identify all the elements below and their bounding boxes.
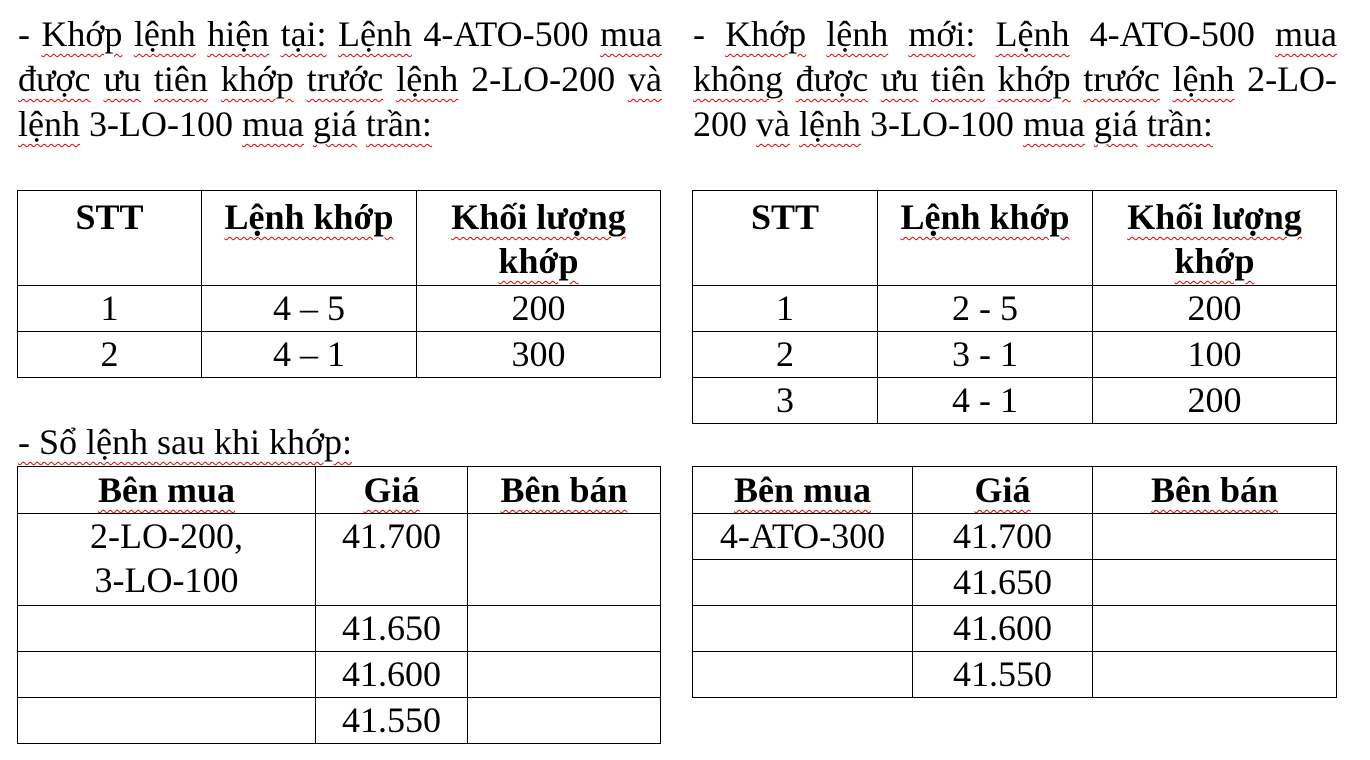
table-row xyxy=(18,652,661,698)
cell-sell-side xyxy=(468,514,661,606)
cell-matched-volume: 300 xyxy=(417,332,661,378)
header-matched-volume: Khối lượng khớp xyxy=(417,191,661,286)
cell-price: 41.550 xyxy=(316,698,468,744)
order-book-section-label: - Sổ lệnh sau khi khớp: xyxy=(18,422,353,462)
table-row xyxy=(18,286,661,332)
match-table-current xyxy=(17,190,661,378)
word: trần: xyxy=(1146,104,1213,144)
cell-sell-side xyxy=(468,606,661,652)
table-header-row xyxy=(693,191,1337,286)
word: 2-LO-200 xyxy=(693,59,1338,144)
word: khớp xyxy=(997,59,1071,99)
cell-stt: 1 xyxy=(18,286,202,332)
cell-stt: 2 xyxy=(693,332,878,378)
word: 2-LO-200 xyxy=(471,59,616,99)
cell-price: 41.700 xyxy=(913,514,1093,560)
word: lệnh xyxy=(798,104,861,144)
table-header-row xyxy=(18,467,661,514)
word: Lệnh xyxy=(337,14,412,54)
cell-buy-side: 2-LO-200, 3-LO-100 xyxy=(18,514,316,606)
table-row xyxy=(18,514,661,606)
word: mua xyxy=(1275,14,1338,54)
word: tiên xyxy=(930,59,985,99)
intro-paragraph-current xyxy=(18,12,662,147)
header-price: Giá xyxy=(316,467,468,514)
word: 3-LO-100 xyxy=(869,104,1014,144)
cell-price: 41.650 xyxy=(316,606,468,652)
cell-stt: 2 xyxy=(18,332,202,378)
word: Lệnh xyxy=(995,14,1070,54)
header-matched-volume: Khối lượng khớp xyxy=(1093,191,1337,286)
word: 3-LO-100 xyxy=(88,104,233,144)
word: lệnh xyxy=(18,104,80,144)
word: lệnh xyxy=(133,14,196,54)
word: khớp xyxy=(220,59,294,99)
word: 4-ATO-500 xyxy=(1089,14,1255,54)
cell-buy-side xyxy=(18,652,316,698)
word: được xyxy=(18,59,91,99)
word: mua xyxy=(241,104,304,144)
table-row xyxy=(693,514,1337,560)
table-row xyxy=(693,606,1337,652)
word: lệnh xyxy=(396,59,459,99)
cell-buy-side xyxy=(18,606,316,652)
word: mua xyxy=(600,14,663,54)
cell-sell-side xyxy=(468,698,661,744)
word: mua xyxy=(1022,104,1085,144)
word: giá xyxy=(312,104,357,144)
cell-buy-side xyxy=(693,606,913,652)
cell-matched-order: 4 - 1 xyxy=(878,378,1093,424)
word: không xyxy=(693,59,783,99)
word: trước xyxy=(306,59,384,99)
cell-price: 41.600 xyxy=(316,652,468,698)
cell-sell-side xyxy=(1093,652,1337,698)
cell-buy-side xyxy=(18,698,316,744)
cell-buy-side: 4-ATO-300 xyxy=(693,514,913,560)
order-book-new xyxy=(692,466,1337,698)
table-header-row xyxy=(693,467,1337,514)
cell-matched-volume: 200 xyxy=(1093,378,1337,424)
word: 4-ATO-500 xyxy=(423,14,589,54)
header-matched-order: Lệnh khớp xyxy=(202,191,417,286)
cell-price: 41.600 xyxy=(913,606,1093,652)
cell-matched-order: 2 - 5 xyxy=(878,286,1093,332)
word: trần: xyxy=(365,104,432,144)
header-buy-side: Bên mua xyxy=(693,467,913,514)
cell-matched-order: 4 – 1 xyxy=(202,332,417,378)
cell-price: 41.550 xyxy=(913,652,1093,698)
cell-matched-volume: 200 xyxy=(1093,286,1337,332)
header-buy-side: Bên mua xyxy=(18,467,316,514)
word: giá xyxy=(1093,104,1138,144)
cell-sell-side xyxy=(468,652,661,698)
word: mới: xyxy=(908,14,976,54)
header-price: Giá xyxy=(913,467,1093,514)
table-row xyxy=(693,378,1337,424)
word: ưu xyxy=(103,59,141,99)
cell-stt: 3 xyxy=(693,378,878,424)
bullet-dash: - xyxy=(693,14,705,54)
word: hiện xyxy=(207,14,270,54)
match-table-new xyxy=(692,190,1337,424)
table-row xyxy=(18,332,661,378)
cell-matched-volume: 200 xyxy=(417,286,661,332)
cell-sell-side xyxy=(1093,514,1337,560)
header-matched-order: Lệnh khớp xyxy=(878,191,1093,286)
cell-price: 41.700 xyxy=(316,514,468,606)
header-sell-side: Bên bán xyxy=(1093,467,1337,514)
header-stt: STT xyxy=(693,191,878,286)
word: lệnh xyxy=(826,14,889,54)
cell-matched-order: 3 - 1 xyxy=(878,332,1093,378)
cell-matched-volume: 100 xyxy=(1093,332,1337,378)
order-book-current xyxy=(17,466,661,744)
table-header-row xyxy=(18,191,661,286)
word: Khớp xyxy=(41,14,123,54)
word: trước xyxy=(1083,59,1160,99)
cell-sell-side xyxy=(1093,606,1337,652)
word: và xyxy=(756,104,790,144)
table-row xyxy=(693,286,1337,332)
cell-buy-side xyxy=(693,652,913,698)
header-stt: STT xyxy=(18,191,202,286)
table-row xyxy=(693,652,1337,698)
table-row xyxy=(693,332,1337,378)
cell-sell-side xyxy=(1093,560,1337,606)
word: tiên xyxy=(153,59,208,99)
word: ưu xyxy=(880,59,919,99)
word: lệnh xyxy=(1172,59,1235,99)
table-row xyxy=(18,698,661,744)
cell-matched-order: 4 – 5 xyxy=(202,286,417,332)
intro-paragraph-new xyxy=(693,12,1337,147)
word: và xyxy=(628,59,662,99)
bullet-dash: - xyxy=(18,14,30,54)
cell-buy-side xyxy=(693,560,913,606)
cell-stt: 1 xyxy=(693,286,878,332)
table-row xyxy=(693,560,1337,606)
word: Khớp xyxy=(725,14,807,54)
word: được xyxy=(795,59,869,99)
table-row xyxy=(18,606,661,652)
header-sell-side: Bên bán xyxy=(468,467,661,514)
word: tại: xyxy=(280,14,327,54)
cell-price: 41.650 xyxy=(913,560,1093,606)
